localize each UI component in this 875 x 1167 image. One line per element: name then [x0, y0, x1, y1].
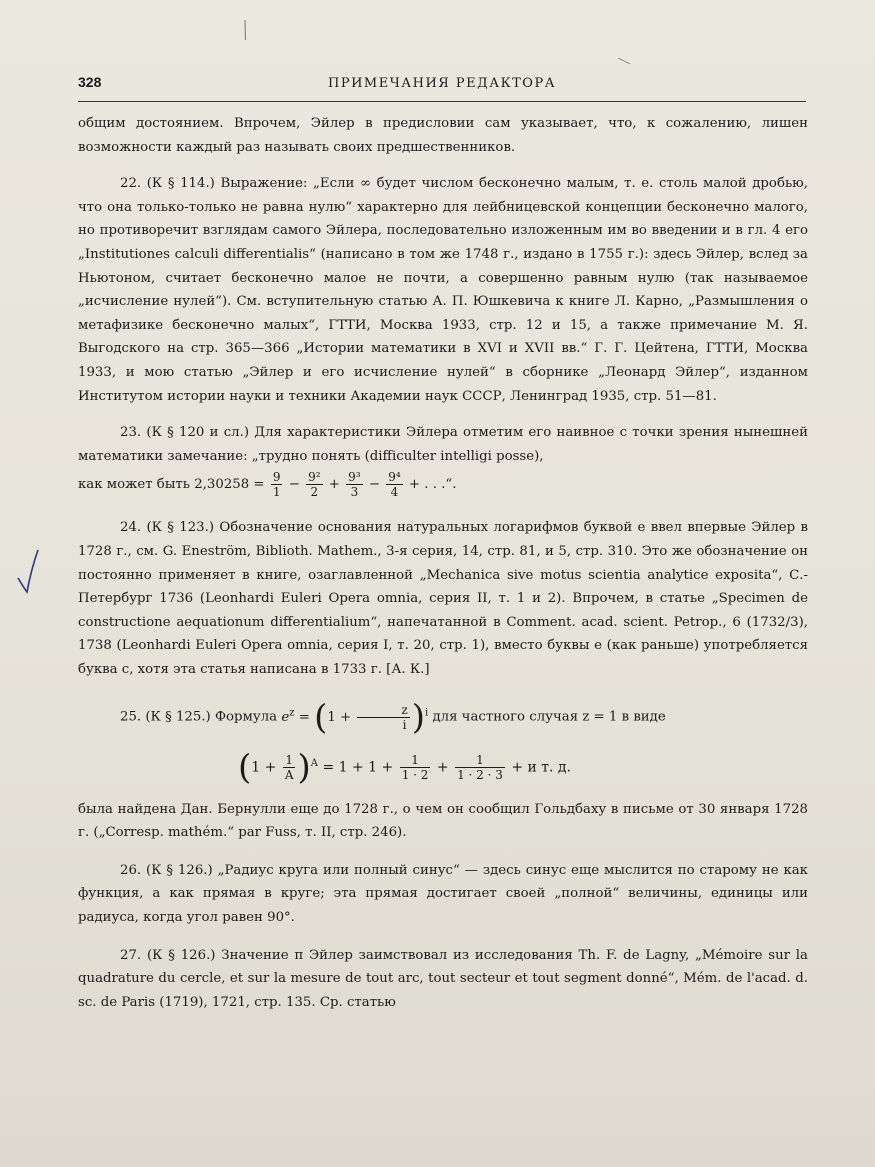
formula-end: + . . .“.: [408, 477, 457, 493]
pencil-mark: [618, 58, 630, 64]
note-26: 26. (К § 126.) „Радиус круга или полный синус“ — здесь синус еще мыслится по старому не как функция, а как прямая в круге; эта прямая достигает своей „полной“ величины, единицы или радиуса, когда угол равен 90°.: [78, 862, 808, 925]
handwritten-checkmark-icon: [16, 548, 40, 594]
note-25: [78, 695, 808, 738]
page-number: 328: [78, 74, 102, 90]
series-term: $\frac{\text{9⁴}}{4}$: [388, 470, 401, 500]
paragraph-continuation: общим достоянием. Впрочем, Эйлер в предисловии сам указывает, что, к сожалению, лишен возможности каждый раз называть своих предшественников.: [78, 116, 808, 155]
series-term: $\frac{9}{1}$: [272, 470, 281, 500]
running-head: ПРИМЕЧАНИЯ РЕДАКТОРА: [328, 76, 557, 91]
series-term: $\frac{\text{9²}}{2}$: [308, 470, 321, 500]
series-operator: −: [288, 477, 300, 493]
note-23: 23. (К § 120 и сл.) Для характеристики Эйлера отметим его наивное с точки зрения нынешней математики замечание: „трудно понять (difficulter intelligi posse),: [78, 425, 808, 464]
notes-body: [78, 112, 808, 1014]
note-22: 22. (К § 114.) Выражение: „Если ∞ будет числом бесконечно малым, т. е. столь малой дробью, что она только-только не равна нулю“ характерно для лейбницевской концепции бесконечно малого, но противоречит взглядам самого Эйлера, последовательно изложенным им во введении и в гл. 4 его „Institutiones calculi differentialis“ (написано в том же 1748 г., издано в 1755 г.): здесь Эйлер, вслед за Ньютоном, считает бесконечно малое не почти, а совершенно равным нулю (так называемое „исчисление нулей“). См. вступительную статью А. П. Юшкевича к книге Л. Карно, „Размышления о метафизике бесконечно малых“, ГТТИ, Москва 1933, стр. 12 и 15, а также примечание М. Я. Выгодского на стр. 365—366 „Истории математики в XVI и XVII вв.“ Г. Г. Цейтена, ГТТИ, Москва 1933, и мою статью „Эйлер и его исчисление нулей“ в сборнике „Леонард Эйлер“, изданном Институтом истории науки и техники Академии наук СССР, Ленинград 1935, стр. 51—81.: [78, 176, 808, 404]
formula-lead: как может быть 2,30258 =: [78, 477, 265, 493]
series-operator: −: [368, 477, 380, 493]
pencil-mark: [242, 20, 248, 40]
series-operator: +: [328, 477, 340, 493]
note-27: 27. (К § 126.) Значение π Эйлер заимствовал из исследования Th. F. de Lagny, „Mémoire sur la quadrature du cercle, et sur la mesure de tout arc, tout secteur et tout segment donné“, Mém. de l'acad. d. sc. de Paris (1719), 1721, стр. 135. Ср. статью: [78, 947, 808, 1010]
note-25-tail: для частного случая z = 1 в виде: [432, 709, 666, 725]
display-formula: (1 + $\frac{1}{A}$ )$^A$ = 1 + 1 + $\frac{1}{1 \cdot 2}$ + $\frac{1}{1 \cdot 2 \cdot 3}$ + и т. д.: [238, 747, 571, 788]
page-header: [78, 72, 806, 96]
header-rule: [78, 101, 806, 102]
formula-e: $e^z = (1$ + $\frac{z}{i}$ )$^i$: [281, 697, 429, 738]
series-term: $\frac{\text{9³}}{3}$: [348, 470, 361, 500]
note-24: 24. (К § 123.) Обозначение основания натуральных логарифмов буквой e ввел впервые Эйлер в 1728 г., см. G. Eneström, Biblioth. Mathem., 3-я серия, 14, стр. 81, и 5, стр. 310. Это же обозначение он постоянно применяет в книге, озаглавленной „Mechanica sive motus scientia analytice exposita“, С.-Петербург 1736 (Leonhardi Euleri Opera omnia, серия II, т. 1 и 2). Впрочем, в статье „Specimen de constructione aequationum differentialium“, напечатанной в Comment. acad. scient. Petrop., 6 (1732/3), 1738 (Leonhardi Euleri Opera omnia, серия I, т. 20, стр. 1), вместо буквы e (как раньше) употребляется буква c, хотя эта статья написана в 1733 г. [А. К.]: [78, 520, 808, 677]
note-25-lead: 25. (К § 125.) Формула: [120, 709, 278, 725]
note-25-after: была найдена Дан. Бернулли еще до 1728 г., о чем он сообщил Гольдбаху в письме от 30 января 1728 г. („Corresp. mathém.“ par Fuss, т. II, стр. 246).: [78, 801, 808, 841]
note-23-formula: [78, 468, 808, 502]
